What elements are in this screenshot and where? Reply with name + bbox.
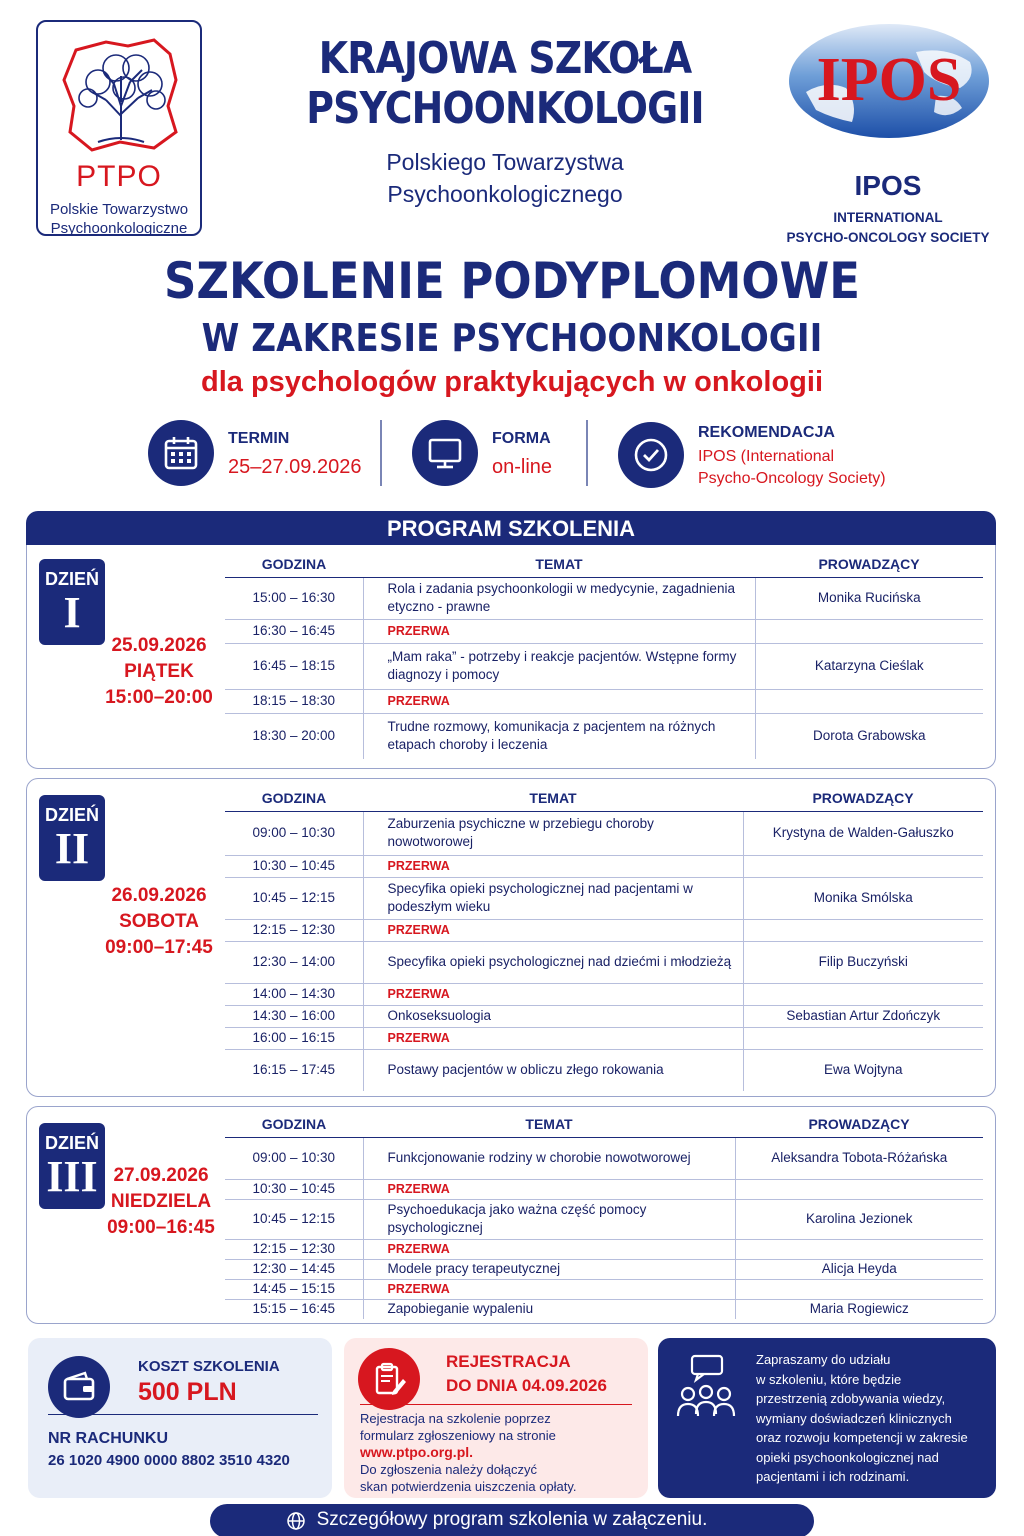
monitor-icon [412,420,478,486]
ipos-logo [780,22,996,245]
row-time: 09:00 – 10:30 [225,811,363,855]
table-row [225,1005,983,1027]
table-row [225,855,983,877]
row-lead: Katarzyna Cieślak [755,643,983,689]
row-lead: Dorota Grabowska [755,713,983,759]
table-row [225,1199,983,1239]
column-header-time: GODZINA [225,1111,363,1137]
school-heading [250,34,760,210]
day-word: DZIEŃ [45,569,99,589]
table-row [225,1259,983,1279]
table-row [225,643,983,689]
row-time: 10:30 – 10:45 [225,1179,363,1199]
table-row [225,1299,983,1319]
termin-label: TERMIN [228,430,290,447]
row-break-label: PRZERWA [363,1027,743,1049]
row-lead: Alicja Heyda [735,1259,983,1279]
row-break-label: PRZERWA [363,1279,735,1299]
row-break-label: PRZERWA [363,919,743,941]
day-date-info [99,633,219,711]
info-termin [148,418,368,490]
column-header-lead: PROWADZĄCY [735,1111,983,1137]
row-time: 12:30 – 14:00 [225,941,363,983]
ptpo-full-name [38,200,200,238]
cost-divider [48,1414,318,1415]
registration-text [360,1410,577,1495]
day-weekday: PIĄTEK [124,661,194,682]
row-lead [743,855,983,877]
column-header-lead: PROWADZĄCY [755,551,983,577]
column-header-topic: TEMAT [363,785,743,811]
column-header-lead: PROWADZĄCY [743,785,983,811]
row-lead: Monika Smólska [743,877,983,919]
invitation-line: Zapraszamy do udziału [756,1352,891,1367]
row-topic: Zaburzenia psychiczne w przebiegu choroby nowotworowej [363,811,743,855]
audience-subtitle: dla psychologów praktykujących w onkologii [200,366,823,398]
row-time: 12:15 – 12:30 [225,1239,363,1259]
row-topic: Rola i zadania psychoonkologii w medycynie, zagadnienia etyczno - prawne [363,577,755,619]
row-lead: Maria Rogiewicz [735,1299,983,1319]
row-topic: Onkoseksuologia [363,1005,743,1027]
row-lead [735,1179,983,1199]
rekomendacja-value [698,446,886,490]
registration-divider [360,1404,632,1405]
society-line2: Psychoonkologicznego [387,181,623,207]
row-lead: Filip Buczyński [743,941,983,983]
program-heading: PROGRAM SZKOLENIA [26,511,996,547]
calendar-icon [148,420,214,486]
table-row [225,1137,983,1179]
day-numeral: I [63,588,81,637]
row-time: 16:45 – 18:15 [225,643,363,689]
account-label: NR RACHUNKU [48,1430,168,1447]
row-time: 16:00 – 16:15 [225,1027,363,1049]
day-weekday: NIEDZIELA [110,1191,212,1212]
row-lead: Aleksandra Tobota-Różańska [735,1137,983,1179]
row-time: 14:45 – 15:15 [225,1279,363,1299]
row-time: 10:30 – 10:45 [225,855,363,877]
row-time: 10:45 – 12:15 [225,1199,363,1239]
table-row [225,577,983,619]
row-lead: Karolina Jezionek [735,1199,983,1239]
row-topic: Zapobieganie wypaleniu [363,1299,735,1319]
rekomendacja-value-line1: IPOS (International [698,448,835,465]
invitation-line: w szkoleniu, które będzie [756,1371,902,1387]
row-lead: Sebastian Artur Zdończyk [743,1005,983,1027]
table-row [225,619,983,643]
row-time: 10:45 – 12:15 [225,877,363,919]
row-lead [743,983,983,1005]
schedule-table [225,1111,983,1319]
wallet-icon [48,1356,110,1418]
registration-text-line1: Rejestracja na szkolenie poprzez [360,1411,551,1426]
day-date: 25.09.2026 [111,635,207,656]
row-break-label: PRZERWA [363,855,743,877]
column-header-time: GODZINA [225,785,363,811]
row-time: 15:15 – 16:45 [252,1301,336,1317]
table-row [225,1027,983,1049]
row-time: 18:30 – 20:00 [252,728,336,744]
day-date-info [99,1163,223,1241]
row-topic: „Mam raka” - potrzeby i reakcje pacjentów. Wstępne formy diagnozy i pomocy [363,643,755,689]
cost-value: 500 PLN [138,1378,237,1406]
rekomendacja-value-line2: Psycho-Oncology Society) [698,470,886,487]
invitation-line: pacjentami i ich rodzinami. [756,1469,910,1484]
day-weekday: SOBOTA [119,911,199,932]
schedule-table [225,551,983,759]
row-break-label: PRZERWA [363,1239,735,1259]
clipboard-pen-icon [358,1348,420,1410]
ipos-full-line2: PSYCHO-ONCOLOGY SOCIETY [786,230,990,245]
row-time: 12:30 – 14:45 [225,1259,363,1279]
column-header-time: GODZINA [225,551,363,577]
ptpo-abbreviation: PTPO [76,160,162,193]
forma-value: on-line [492,456,553,478]
row-lead [743,919,983,941]
table-row [225,1279,983,1299]
invitation-line: przestrzenią zdobywania wiedzy, [756,1391,946,1406]
table-row [225,1049,983,1091]
tree-map-logo [58,36,184,156]
day-word: DZIEŃ [45,1133,99,1153]
row-time: 15:00 – 16:30 [225,577,363,619]
day-hours: 15:00–20:00 [105,687,213,708]
table-row [225,811,983,855]
column-header-topic: TEMAT [363,1111,735,1137]
row-lead: Krystyna de Walden-Gałuszko [743,811,983,855]
row-time: 09:00 – 10:30 [225,1137,363,1179]
row-topic: Specyfika opieki psychologicznej nad dziećmi i młodzieżą [363,941,743,983]
table-header-row [225,1111,983,1137]
cost-box [28,1338,332,1498]
main-title: SZKOLENIE PODYPLOMOWE [163,252,860,310]
ptpo-name-line2: Psychoonkologiczne [50,220,188,237]
row-lead [755,619,983,643]
table-row [225,1179,983,1199]
registration-deadline: DO DNIA 04.09.2026 [446,1376,607,1395]
registration-url[interactable]: www.ptpo.org.pl. [360,1444,474,1460]
row-lead: Monika Rucińska [755,577,983,619]
info-divider [380,420,382,486]
ptpo-logo [36,20,202,236]
invitation-line: opieki psychoonkologicznej nad [756,1449,939,1465]
cost-label: KOSZT SZKOLENIA [138,1358,280,1375]
row-topic: Modele pracy terapeutycznej [363,1259,735,1279]
account-number: 26 1020 4900 0000 8802 3510 4320 [48,1452,290,1469]
day-section-3 [26,1106,996,1324]
ipos-name: IPOS [854,170,922,201]
invitation-line: oraz rozwoju kompetencji w zakresie [756,1430,968,1445]
school-name-line1: KRAJOWA SZKOŁA [318,33,692,84]
globe-logo [786,22,992,140]
second-title: W ZAKRESIE PSYCHOONKOLOGII [201,316,823,360]
row-time: 16:15 – 17:45 [252,1062,336,1078]
row-topic: Specyfika opieki psychologicznej nad pacjentami w podeszłym wieku [363,877,743,919]
invitation-box [658,1338,996,1498]
row-topic: Postawy pacjentów w obliczu złego rokowania [363,1049,743,1091]
registration-text-line2: formularz zgłoszeniowy na stronie [360,1428,556,1443]
table-row [225,877,983,919]
day-date: 27.09.2026 [113,1165,209,1186]
day-hours: 09:00–16:45 [107,1217,215,1238]
table-row [225,983,983,1005]
table-row [225,713,983,759]
school-name-line2: PSYCHOONKOLOGII [306,83,704,134]
people-discussion-icon [674,1352,738,1432]
info-rekomendacja [618,416,918,488]
row-break-label: PRZERWA [363,689,755,713]
rekomendacja-label: REKOMENDACJA [698,424,835,441]
row-break-label: PRZERWA [363,983,743,1005]
ipos-logo-text: IPOS [816,46,962,114]
check-circle-icon [618,422,684,488]
table-row [225,919,983,941]
ipos-full-name [780,208,996,248]
details-note-banner [210,1504,814,1536]
registration-note-line1: Do zgłoszenia należy dołączyć [360,1462,538,1477]
row-topic: Psychoedukacja jako ważna część pomocy psychologicznej [363,1199,735,1239]
registration-note-line2: skan potwierdzenia uiszczenia opłaty. [360,1479,577,1494]
info-divider [586,420,588,486]
row-time: 14:30 – 16:00 [225,1005,363,1027]
society-line1: Polskiego Towarzystwa [386,149,624,175]
table-header-row [225,551,983,577]
row-time: 16:30 – 16:45 [225,619,363,643]
day-badge [39,1123,105,1209]
schedule-table [225,785,983,1091]
row-lead: Ewa Wojtyna [743,1049,983,1091]
day-section-2 [26,778,996,1097]
column-header-topic: TEMAT [363,551,755,577]
row-topic: Funkcjonowanie rodziny w chorobie nowotworowej [363,1137,735,1179]
table-row [225,1239,983,1259]
day-date-info [99,883,219,961]
row-time: 12:15 – 12:30 [225,919,363,941]
table-row [225,941,983,983]
globe-icon [286,1511,306,1531]
day-section-1 [26,545,996,769]
row-lead [755,689,983,713]
registration-label: REJESTRACJA [446,1352,571,1371]
info-forma [412,418,582,490]
registration-box [344,1338,648,1498]
row-time: 14:00 – 14:30 [225,983,363,1005]
day-badge [39,559,105,645]
row-lead [735,1239,983,1259]
row-time: 18:15 – 18:30 [225,689,363,713]
forma-label: FORMA [492,430,551,447]
termin-value: 25–27.09.2026 [228,456,362,478]
row-break-label: PRZERWA [363,1179,735,1199]
row-lead [735,1279,983,1299]
day-hours: 09:00–17:45 [105,937,213,958]
day-numeral: II [54,824,90,873]
row-break-label: PRZERWA [363,619,755,643]
day-numeral: III [46,1152,98,1201]
row-topic: Trudne rozmowy, komunikacja z pacjentem na różnych etapach choroby i leczenia [363,713,755,759]
day-word: DZIEŃ [45,805,99,825]
table-header-row [225,785,983,811]
invitation-text [756,1350,968,1487]
day-date: 26.09.2026 [111,885,207,906]
ptpo-name-line1: Polskie Towarzystwo [49,201,189,218]
ipos-full-line1: INTERNATIONAL [833,210,943,225]
invitation-line: wymiany doświadczeń klinicznych [756,1410,952,1426]
table-row [225,689,983,713]
day-badge [39,795,105,881]
row-lead [743,1027,983,1049]
details-note: Szczegółowy program szkolenia w załączeniu. [316,1509,708,1530]
